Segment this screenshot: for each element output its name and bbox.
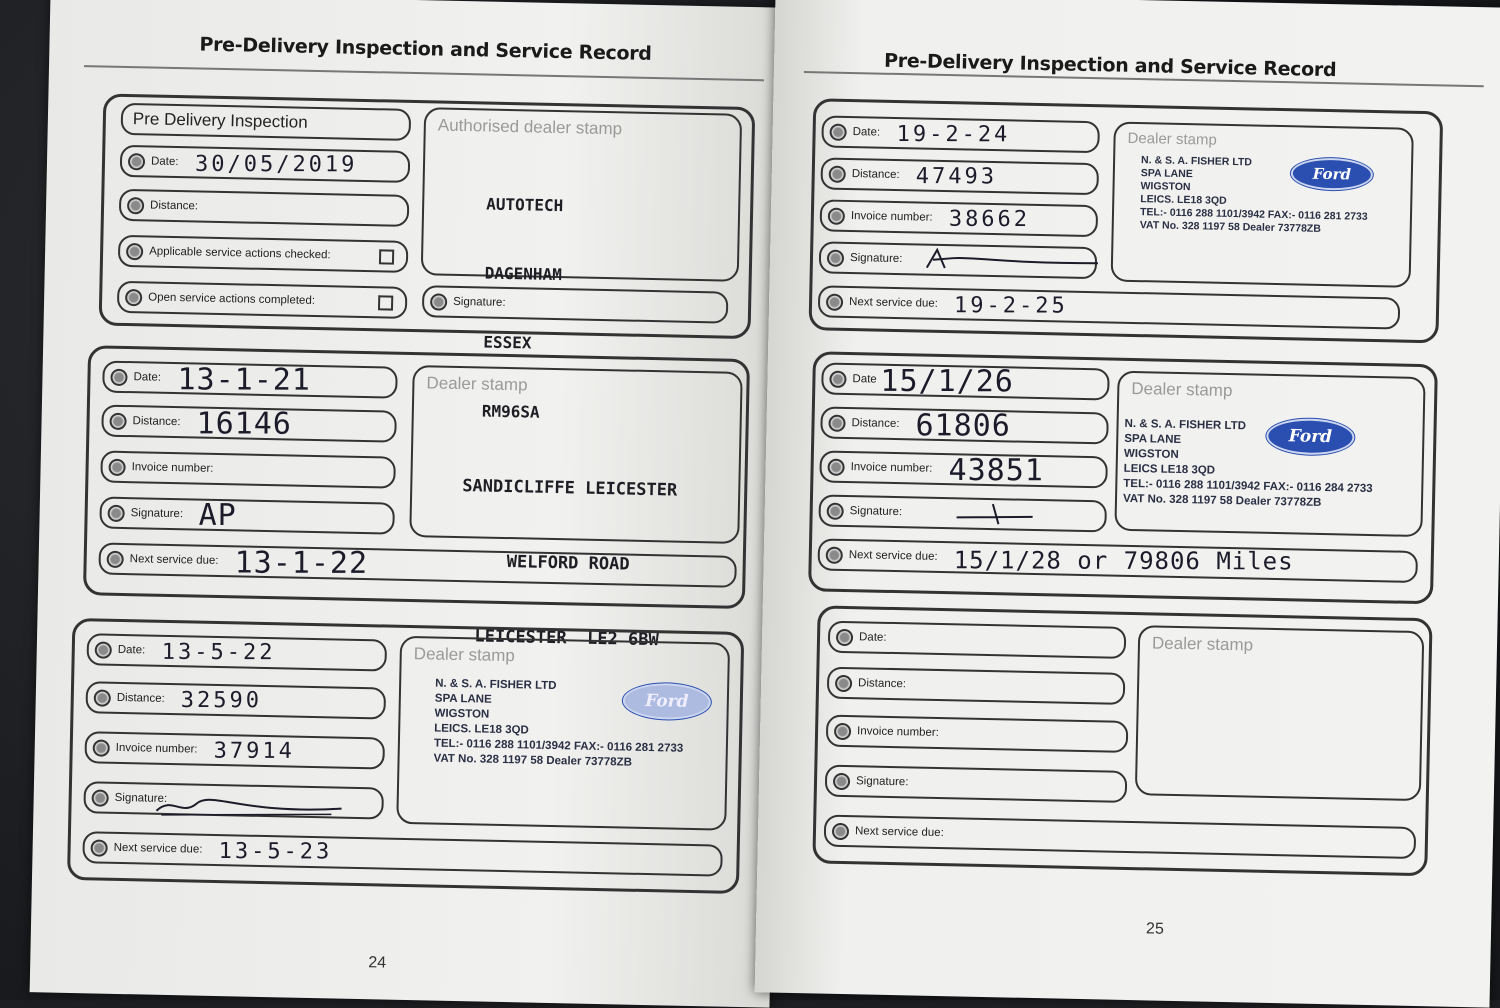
page-number: 24	[368, 954, 387, 972]
stamp-line: VAT No. 328 1197 58 Dealer 73778ZB	[1122, 492, 1322, 509]
radio-circle-icon[interactable]	[834, 722, 851, 739]
pdi-distance-field[interactable]	[119, 189, 410, 227]
stamp-line: ESSEX	[483, 332, 532, 353]
distance-field[interactable]	[820, 157, 1099, 195]
distance-field[interactable]	[827, 667, 1126, 705]
dealer-stamp-box	[1111, 122, 1414, 288]
distance-label: Distance:	[132, 415, 181, 429]
radio-circle-icon[interactable]	[835, 674, 852, 691]
radio-circle-icon[interactable]	[829, 165, 846, 182]
stamp-line: LEICESTER LE2 6BW	[474, 626, 659, 651]
radio-circle-icon[interactable]	[94, 689, 111, 706]
signature-label: Signature:	[114, 791, 168, 805]
invoice-label: Invoice number:	[856, 725, 940, 739]
distance-label: Distance:	[116, 691, 165, 705]
stamp-label: Dealer stamp	[426, 373, 528, 395]
distance-label: Distance:	[851, 417, 900, 431]
date-field[interactable]	[821, 115, 1100, 153]
pdi-signature-field[interactable]	[422, 285, 729, 323]
radio-circle-icon[interactable]	[836, 628, 853, 645]
distance-field[interactable]	[820, 406, 1109, 444]
date-label: Date	[852, 373, 877, 386]
stamp-line: SPA LANE	[1124, 432, 1182, 447]
radio-circle-icon[interactable]	[110, 368, 127, 385]
dealer-stamp-box	[1114, 371, 1425, 537]
date-field[interactable]	[821, 362, 1110, 400]
stamp-line: N. & S. A. FISHER LTD	[1124, 417, 1247, 433]
distance-value: 47493	[915, 163, 997, 189]
date-value: 13-5-22	[161, 639, 276, 665]
radio-circle-icon[interactable]	[828, 207, 845, 224]
invoice-field[interactable]	[84, 731, 385, 769]
stamp-line: WIGSTON	[434, 707, 490, 721]
radio-circle-icon[interactable]	[126, 243, 143, 260]
next-service-field[interactable]	[824, 815, 1417, 859]
invoice-value: 38662	[948, 206, 1030, 232]
stamp-line: SPA LANE	[1140, 167, 1193, 181]
stamp-line: VAT No. 328 1197 58 Dealer 73778ZB	[1139, 219, 1321, 235]
page-title: Pre-Delivery Inspection and Service Record	[883, 49, 1337, 82]
distance-value: 32590	[180, 687, 262, 713]
date-field[interactable]	[102, 361, 398, 399]
next-service-label: Next service due:	[848, 296, 939, 310]
radio-circle-icon[interactable]	[826, 293, 843, 310]
service-card-2	[67, 618, 744, 894]
next-service-field[interactable]	[818, 285, 1401, 329]
stamp-line: RM96SA	[481, 401, 540, 422]
dealer-stamp-box	[1135, 625, 1424, 801]
stamp-line: N. & S. A. FISHER LTD	[435, 677, 557, 693]
stamp-line: SANDICLIFFE LEICESTER	[462, 476, 678, 501]
next-service-value: 13-5-23	[218, 838, 333, 864]
date-field[interactable]	[86, 633, 387, 671]
distance-value: 61806	[915, 407, 1011, 444]
page-title: Pre-Delivery Inspection and Service Record	[199, 33, 652, 65]
signature-scribble	[952, 499, 1043, 529]
invoice-label: Invoice number:	[131, 461, 214, 475]
date-value: 30/05/2019	[194, 151, 358, 177]
date-value: 15/1/26	[880, 363, 1015, 399]
invoice-field[interactable]	[819, 450, 1108, 488]
stamp-line: LEICS LE18 3QD	[1123, 462, 1216, 477]
radio-circle-icon[interactable]	[833, 772, 850, 789]
dealer-stamp-box	[409, 365, 743, 651]
radio-circle-icon[interactable]	[128, 153, 145, 170]
distance-label: Distance:	[149, 199, 199, 213]
stamp-line: TEL:- 0116 288 1101/3942 FAX:- 0116 281 2733	[1139, 206, 1368, 223]
date-label: Date:	[858, 631, 887, 644]
stamp-label: Dealer stamp	[1151, 633, 1254, 655]
stamp-line: TEL:- 0116 288 1101/3942 FAX:- 0116 284 2733	[1123, 477, 1373, 496]
stamp-label: Authorised dealer stamp	[437, 115, 623, 139]
ford-logo-icon: Ford	[622, 683, 711, 721]
next-service-label: Next service due:	[848, 549, 938, 563]
radio-circle-icon[interactable]	[829, 370, 846, 387]
stamp-line: TEL:- 0116 288 1101/3942 FAX:- 0116 281 2733	[433, 737, 684, 755]
invoice-field[interactable]	[826, 715, 1129, 753]
invoice-value: 37914	[213, 738, 295, 764]
pdi-applicable-field[interactable]	[118, 235, 409, 273]
radio-circle-icon[interactable]	[93, 739, 110, 756]
distance-field[interactable]	[85, 681, 386, 719]
distance-label: Distance:	[851, 168, 900, 182]
stamp-label: Dealer stamp	[1127, 129, 1217, 149]
radio-circle-icon[interactable]	[826, 546, 843, 563]
date-label: Date:	[133, 371, 162, 384]
service-card-1	[83, 345, 750, 651]
stamp-line: LEICS. LE18 3QD	[1140, 193, 1227, 207]
radio-circle-icon[interactable]	[92, 789, 109, 806]
invoice-label: Invoice number:	[850, 210, 933, 224]
signature-scribble	[923, 246, 1104, 278]
next-service-label: Next service due:	[129, 553, 219, 568]
stamp-label: Dealer stamp	[1131, 378, 1233, 401]
pdi-heading: Pre Delivery Inspection	[121, 103, 412, 141]
pdi-date-field[interactable]	[120, 145, 411, 183]
radio-circle-icon[interactable]	[95, 641, 112, 658]
next-service-field[interactable]	[82, 831, 723, 876]
next-service-label: Next service due:	[113, 841, 203, 856]
page-number: 25	[1145, 920, 1164, 938]
stamp-line: VAT No. 328 1197 58 Dealer 73778ZB	[433, 752, 633, 769]
date-field[interactable]	[828, 621, 1127, 659]
applicable-label: Applicable service actions checked:	[149, 245, 331, 262]
radio-circle-icon[interactable]	[109, 412, 126, 429]
radio-circle-icon[interactable]	[827, 249, 844, 266]
invoice-label: Invoice number:	[115, 741, 198, 756]
date-label: Date:	[150, 155, 179, 169]
radio-circle-icon[interactable]	[827, 502, 844, 519]
signature-label: Signature:	[855, 775, 909, 789]
date-label: Date:	[117, 643, 146, 657]
title-divider	[84, 65, 764, 81]
checkbox-icon[interactable]	[378, 295, 393, 310]
invoice-field[interactable]	[820, 199, 1099, 237]
next-service-field[interactable]	[817, 538, 1418, 583]
stamp-line: WELFORD ROAD	[506, 552, 630, 575]
service-card-4	[808, 351, 1438, 604]
next-service-value: 13-1-22	[234, 545, 369, 581]
radio-circle-icon[interactable]	[828, 414, 845, 431]
radio-circle-icon[interactable]	[832, 822, 849, 839]
radio-circle-icon[interactable]	[108, 458, 125, 475]
radio-circle-icon[interactable]	[430, 293, 447, 310]
distance-label: Distance:	[857, 677, 907, 691]
checkbox-icon[interactable]	[379, 249, 394, 264]
left-page	[30, 0, 791, 1008]
distance-value: 16146	[196, 405, 292, 442]
stamp-line: DAGENHAM	[484, 263, 563, 285]
radio-circle-icon[interactable]	[827, 458, 844, 475]
radio-circle-icon[interactable]	[829, 123, 846, 140]
signature-label: Signature:	[849, 505, 903, 519]
stamp-line: AUTOTECH	[486, 194, 564, 216]
ford-logo-icon: Ford	[1266, 418, 1355, 456]
date-value: 13-1-21	[176, 361, 311, 398]
next-service-value: 15/1/28 or 79806 Miles	[953, 546, 1294, 576]
date-value: 19-2-24	[896, 121, 1010, 147]
ford-logo-icon: Ford	[1291, 157, 1374, 191]
distance-field[interactable]	[101, 405, 397, 443]
radio-circle-icon[interactable]	[127, 197, 144, 214]
open-actions-label: Open service actions completed:	[148, 291, 316, 307]
signature-field[interactable]	[825, 765, 1128, 803]
signature-label: Signature:	[130, 507, 184, 521]
signature-label: Signature:	[849, 252, 903, 266]
radio-circle-icon[interactable]	[125, 288, 142, 305]
radio-circle-icon[interactable]	[90, 839, 107, 856]
signature-value: AP	[199, 497, 238, 533]
stamp-line: LEICS. LE18 3QD	[434, 722, 529, 737]
invoice-value: 43851	[948, 452, 1044, 488]
right-page	[755, 0, 1500, 1008]
radio-circle-icon[interactable]	[107, 550, 124, 567]
next-service-value: 19-2-25	[953, 292, 1068, 319]
stamp-label: Dealer stamp	[413, 644, 516, 666]
service-card-3	[808, 98, 1443, 343]
signature-label: Signature:	[453, 295, 506, 309]
stamp-line: WIGSTON	[1123, 447, 1179, 461]
radio-circle-icon[interactable]	[107, 504, 124, 521]
signature-scribble	[151, 791, 352, 825]
dealer-stamp-box	[396, 636, 730, 831]
signature-field[interactable]	[99, 497, 395, 535]
next-service-label: Next service due:	[854, 825, 944, 840]
stamp-line: N. & S. A. FISHER LTD	[1140, 154, 1253, 169]
service-card-5	[812, 605, 1432, 876]
stamp-line: SPA LANE	[434, 692, 492, 706]
date-label: Date:	[852, 126, 881, 139]
stamp-line: WIGSTON	[1140, 180, 1191, 194]
invoice-label: Invoice number:	[850, 461, 933, 475]
pdi-open-actions-field[interactable]	[117, 281, 408, 319]
invoice-field[interactable]	[100, 451, 396, 489]
